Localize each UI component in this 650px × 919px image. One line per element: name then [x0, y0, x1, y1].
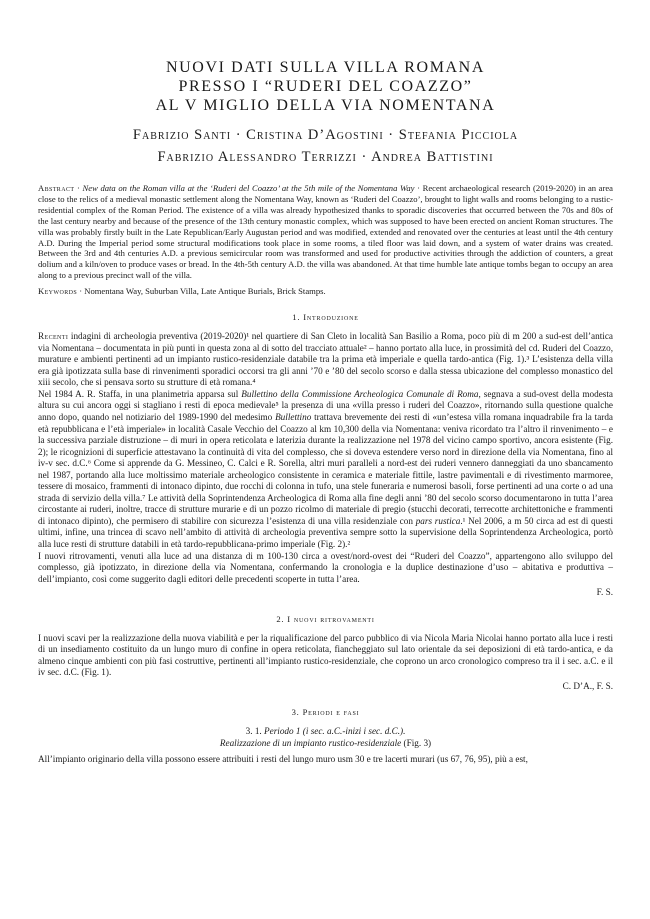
abstract-label: Abstract	[38, 183, 75, 193]
keywords-text: · Nomentana Way, Suburban Villa, Late Antique Burials, Brick Stamps.	[77, 286, 326, 297]
subsection-number: 3. 1.	[245, 726, 264, 737]
title-line-1: NUOVI DATI SULLA VILLA ROMANA	[166, 59, 485, 76]
subsection-title-line-1: Periodo 1 (i sec. a.C.-inizi i sec. d.C.).	[264, 726, 406, 737]
pars-rustica-italic: pars rustica	[415, 515, 461, 526]
ritrovamenti-signature: C. D’A., F. S.	[562, 680, 613, 691]
keywords	[38, 286, 613, 297]
subsection-title-line-2: Realizzazione di un impianto rustico-residenziale	[219, 738, 402, 749]
title-line-2: PRESSO I “RUDERI DEL COAZZO”	[178, 78, 473, 95]
journal-title-italic: Bullettino della Commissione Archeologica Comunale di Roma	[241, 388, 479, 399]
authors-line-1: Fabrizio Santi · Cristina D’Agostini · Stefania Picciola	[132, 127, 519, 143]
intro-paragraph-3: I nuovi ritrovamenti, venuti alla luce ad una distanza di m 100-130 circa a ovest/nord-ovest dei “Ruderi del Coazzo”, appartengono allo sviluppo del complesso, già ipotizzato, in direzione della via Nomentana, confermando la cronologia e la duplice destinazione d’uso – abitativa e produttiva – dell’impianto, così come suggerito dagli editori delle precedenti scoperte in tutta l’area.	[38, 550, 613, 584]
title-line-3: AL V MIGLIO DELLA VIA NOMENTANA	[155, 97, 496, 114]
keywords-label: Keywords	[38, 286, 78, 297]
abstract-separator: ·	[74, 183, 83, 193]
intro-paragraph-1	[38, 331, 613, 389]
abstract-body: · Recent archaeological research (2019-2020) in an area close to the relics of a medieval monastic settlement along the Nomentana Way, known as ‘Ruderi del Coazzo’, brought to light walls and rooms belonging to a rustic-residential complex of the Roman Period. The existence of a villa was already hypothesized thanks to sporadic discoveries that occurred between the 70s and 80s of the last century nearby and because of the presence of the 13th century monastic complex, which was supposed to have been erected on ancient Roman structures. The villa was probably firstly built in the Late Republican/Early Augustan period and was modified, extended and renovated over the centuries at least until the 4th century A.D. During the Imperial period some structural modifications took place in some rooms, a tiled floor was laid down, and a system of water drains was created. Between the 3rd and 4th centuries A.D. a previous semicircular room was transformed and used for productive activities through the addiction of counters, a great dolium and a kiln/oven to produce vases or bread. In the 4th-5th century A.D. the villa was abandoned. At that time humble late antique tombs began to occupy an area along to a previous precinct wall of the villa.	[38, 183, 613, 281]
intro-paragraph-2-text-b: , segnava a sud-ovest della modesta altura su cui ancora oggi si stagliano i resti di epoca medievale⁵ la presenza di una «villa presso i ruderi del Coazzo», ritornando sulla questione qualche anno dopo, quando nel notiziario del 1989-1990 del medesimo	[38, 388, 613, 422]
periodi-paragraph-1: All’impianto originario della villa possono essere attribuiti i resti del lungo muro usm 30 e tre lacerti murari (us 67, 76, 95), più a est,	[38, 753, 528, 764]
bullettino-italic: Bullettino	[275, 411, 312, 422]
subsection-figure-ref: (Fig. 3)	[401, 738, 432, 749]
intro-paragraph-2-text-d: .¹ Nel 2006, a m 50 circa ad est di questi ultimi, infine, una trincea di scavo nell’ambito di attività di archeologia preventiva sempre sotto la supervisione della Soprintendenza Archeologica, portò alla luce resti di strutture databili in età tardo-repubblicana-primo imperiale (Fig. 2).²	[38, 515, 613, 549]
section-heading-periodi-e-fasi: 3. Periodi e fasi	[291, 707, 360, 718]
intro-paragraph-2-text-c: trattava brevemente dei resti di «un’estesa villa romana inquadrabile fra la tarda età repubblicana e l’età imperiale» in località Casale Vecchio del Coazzo al km 10,300 della via Nomentana: veniva ricordato tra l’altro il rinvenimento – e la successiva parziale distruzione – di muri in opera reticolata e laterizia durante la realizzazione nel 1978 del vicino campo sportivo, ancora esistente (Fig. 2); le ricognizioni di superficie attestavano la continuità di vita del complesso, che si doveva estendere verso nord in direzione della via Nomentana, fino al iv-v sec. d.C.⁶ Come si apprende da G. Messineo, C. Calci e R. Sorella, altri muri paralleli a nord-est dei ruderi vennero danneggiati da uno sbancamento nel 1987, portando alla luce moltissimo materiale archeologico consistente in ceramica e materiale fittile, lastre pavimentali e di rivestimento marmoree, tessere di mosaico, frammenti di intonaco dipinto, due rocchi di colonna in tufo, una stele funeraria e numerosi basoli, forse pertinenti ad una corte o ad una strada di servizio della villa.⁷ Le attività della Soprintendenza Archeologica di Roma alla fine degli anni ’80 del secolo scorso documentarono in tutta l’area circostante ai ruderi, inoltre, tracce di strutture murarie e di un pozzo ricolmo di materiale di pregio (stucchi decorati, terrecotte architettoniche e frammenti di intonaco dipinto), che permisero di stabilire con sicurezza l’esistenza di una villa residenziale con	[38, 411, 614, 526]
paper-page	[38, 58, 613, 765]
intro-paragraph-1-text: indagini di archeologia preventiva (2019-2020)¹ nel quartiere di San Cleto in località San Basilio a Roma, poco più di m 200 a sud-est dell’antica via Nomentana – documentata in più punti in questa zona al di sotto del tracciato attuale² – hanno portato alla luce, in prossimità del cd. Ruderi del Coazzo, murature e ambienti pertinenti ad un impianto rustico-residenziale databile tra la prima età imperiale e quella tardo-antica (Fig. 1).³ L’esistenza della villa era già ipotizzata sulla base di rinvenimenti sporadici occorsi tra gli anni ’70 e ’80 del secolo scorso e dalla stessa ubicazione del complesso monastico del xiii secolo, che si pensava sorto su strutture di età romana.⁴	[38, 331, 613, 388]
abstract	[38, 183, 613, 281]
ritrovamenti-paragraph-1: I nuovi scavi per la realizzazione della nuova viabilità e per la riqualificazione del parco pubblico di via Nicola Maria Nicolai hanno portato alla luce i resti di un insediamento costituito da un lungo muro di confine in opera reticolata, fiancheggiato sul lato orientale da sei deposizioni di età tardo-antica, e da almeno cinque ambienti con più fasi costruttive, pertinenti all’impianto rustico-residenziale, che coprono un arco cronologico compreso tra il i sec. a.C. e il iv sec. d.C. (Fig. 1).	[38, 632, 613, 678]
author-list	[38, 124, 613, 168]
authors-line-2: Fabrizio Alessandro Terrizzi · Andrea Battistini	[157, 149, 494, 165]
section-heading-nuovi-ritrovamenti: 2. I nuovi ritrovamenti	[276, 613, 375, 624]
abstract-english-title: New data on the Roman villa at the ‘Ruderi del Coazzo’ at the 5th mile of the Nomentana Way	[82, 183, 415, 193]
intro-paragraph-2	[38, 389, 613, 551]
paper-title	[38, 58, 613, 115]
subsection-heading	[38, 726, 613, 749]
intro-signature: F. S.	[596, 587, 613, 598]
intro-first-word: Recenti	[38, 331, 69, 342]
intro-paragraph-2-text-a: Nel 1984 A. R. Staffa, in una planimetria apparsa sul	[38, 388, 242, 399]
section-heading-introduzione: 1. Introduzione	[292, 312, 359, 323]
